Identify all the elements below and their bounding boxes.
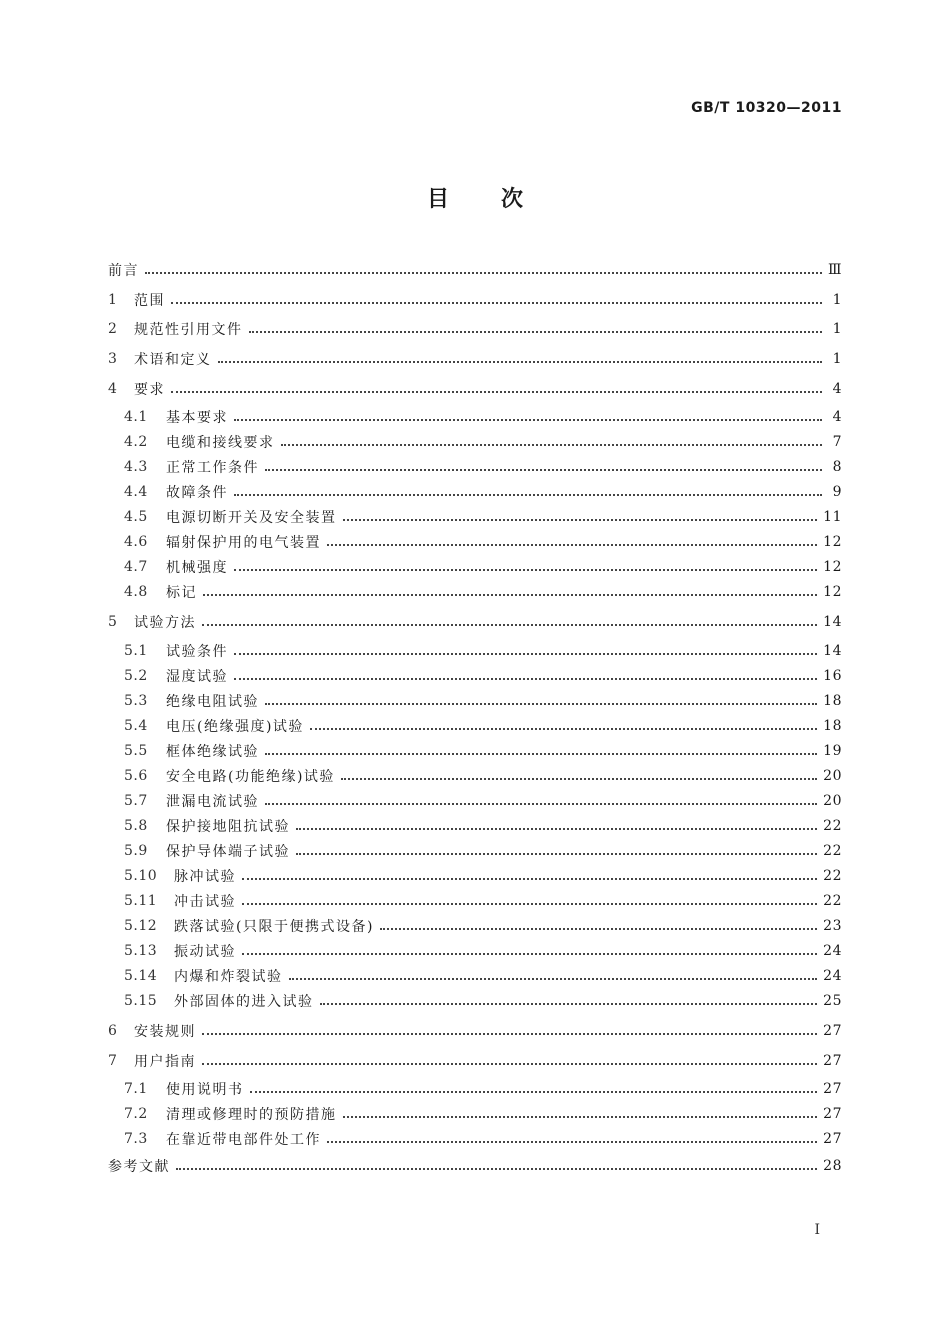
toc-leader-dots (234, 677, 817, 680)
toc-leader-dots (265, 752, 817, 755)
toc-entry[interactable] (108, 288, 842, 312)
toc-entry-number: 5.10 (124, 868, 158, 884)
toc-entry-page: 14 (823, 643, 842, 659)
toc-entry-number: 5.4 (124, 718, 148, 734)
toc-entry-page: 1 (832, 351, 842, 367)
toc-leader-dots (202, 1062, 817, 1065)
toc-entry-number: 5.11 (124, 893, 158, 909)
toc-entry[interactable] (124, 455, 842, 479)
toc-entry-page: 11 (823, 509, 842, 525)
toc-entry-number: 2 (108, 321, 118, 337)
toc-entry-page: 23 (823, 918, 842, 934)
toc-entry-page: 18 (823, 693, 842, 709)
toc-entry-number: 4.3 (124, 459, 148, 475)
toc-entry[interactable] (124, 430, 842, 454)
toc-leader-dots (289, 977, 818, 980)
toc-entry[interactable] (124, 764, 842, 788)
toc-leader-dots (234, 568, 817, 571)
toc-leader-dots (310, 727, 817, 730)
toc-entry-label: 电源切断开关及安全装置 (166, 510, 337, 526)
toc-leader-dots (242, 877, 817, 880)
toc-leader-dots (320, 1002, 818, 1005)
toc-entry-number: 5.14 (124, 968, 158, 984)
toc-entry-number: 3 (108, 351, 118, 367)
toc-leader-dots (250, 1090, 818, 1093)
toc-entry-number: 5.15 (124, 993, 158, 1009)
page-title (0, 182, 950, 213)
toc-entry-page: 20 (823, 768, 842, 784)
toc-leader-dots (242, 902, 817, 905)
toc-entry-label: 振动试验 (174, 944, 236, 960)
toc-entry-page: 9 (832, 484, 842, 500)
toc-entry[interactable] (124, 1077, 842, 1101)
toc-entry[interactable] (124, 664, 842, 688)
toc-entry[interactable] (124, 914, 842, 938)
toc-entry-label: 保护接地阻抗试验 (166, 819, 290, 835)
toc-leader-dots (176, 1167, 817, 1170)
toc-entry-page: 24 (823, 968, 842, 984)
toc-entry-page: 14 (823, 614, 842, 630)
toc-entry-number: 5.8 (124, 818, 148, 834)
toc-entry-number: 6 (108, 1023, 118, 1039)
toc-entry-label: 冲击试验 (174, 894, 236, 910)
toc-entry-label: 要求 (134, 382, 165, 398)
toc-entry-page: 12 (823, 534, 842, 550)
toc-entry[interactable] (108, 1049, 842, 1073)
toc-entry[interactable] (124, 1102, 842, 1126)
toc-entry-label: 标记 (166, 585, 197, 601)
toc-entry[interactable] (124, 789, 842, 813)
toc-entry-number: 5.12 (124, 918, 158, 934)
toc-leader-dots (202, 1032, 817, 1035)
toc-entry-page: 18 (823, 718, 842, 734)
toc-entry[interactable] (124, 480, 842, 504)
toc-entry-number: 5.13 (124, 943, 158, 959)
toc-entry-page: 27 (823, 1023, 842, 1039)
toc-leader-dots (296, 827, 817, 830)
toc-entry-label: 基本要求 (166, 410, 228, 426)
toc-entry[interactable] (108, 377, 842, 401)
toc-leader-dots (202, 623, 817, 626)
toc-entry-page: 8 (832, 459, 842, 475)
toc-entry-page: 12 (823, 559, 842, 575)
toc-entry-page: 27 (823, 1106, 842, 1122)
toc-entry-number: 5.1 (124, 643, 148, 659)
toc-entry[interactable] (108, 347, 842, 371)
toc-leader-dots (145, 271, 822, 274)
toc-entry-page: 25 (823, 993, 842, 1009)
toc-entry[interactable] (108, 258, 842, 282)
toc-leader-dots (265, 702, 817, 705)
toc-leader-dots (249, 330, 823, 333)
toc-entry-number: 5 (108, 614, 118, 630)
toc-leader-dots (242, 952, 817, 955)
toc-entry-number: 5.5 (124, 743, 148, 759)
toc-leader-dots (171, 390, 822, 393)
toc-entry-number: 4.8 (124, 584, 148, 600)
toc-entry-label: 清理或修理时的预防措施 (166, 1107, 337, 1123)
toc-entry-page: 22 (823, 893, 842, 909)
toc-entry-label: 试验条件 (166, 644, 228, 660)
toc-entry-label: 范围 (134, 293, 165, 309)
toc-entry-page: 1 (832, 292, 842, 308)
toc-entry[interactable] (124, 580, 842, 604)
toc-leader-dots (327, 1140, 817, 1143)
toc-entry-page: 7 (832, 434, 842, 450)
toc-entry-number: 7.1 (124, 1081, 148, 1097)
toc-entry-label: 内爆和炸裂试验 (174, 969, 283, 985)
toc-entry-label: 辐射保护用的电气装置 (166, 535, 321, 551)
toc-entry-page: Ⅲ (827, 262, 842, 278)
standard-code: GB/T 10320—2011 (691, 100, 842, 116)
toc-leader-dots (327, 543, 817, 546)
toc-entry-number: 5.7 (124, 793, 148, 809)
toc-entry-label: 电压(绝缘强度)试验 (166, 719, 304, 735)
toc-leader-dots (203, 593, 817, 596)
toc-entry-number: 4.2 (124, 434, 148, 450)
toc-entry-page: 16 (823, 668, 842, 684)
toc-leader-dots (343, 518, 818, 521)
toc-leader-dots (341, 777, 817, 780)
toc-entry-number: 7.2 (124, 1106, 148, 1122)
toc-entry-page: 27 (823, 1081, 842, 1097)
toc-entry[interactable] (124, 989, 842, 1013)
toc-leader-dots (234, 493, 822, 496)
toc-leader-dots (218, 360, 823, 363)
toc-leader-dots (343, 1115, 818, 1118)
toc-entry-label: 术语和定义 (134, 352, 212, 368)
toc-entry-page: 4 (832, 381, 842, 397)
toc-entry[interactable] (124, 689, 842, 713)
toc-entry-label: 故障条件 (166, 485, 228, 501)
toc-entry[interactable] (124, 714, 842, 738)
title-char-1: 目 (426, 186, 449, 212)
toc-leader-dots (380, 927, 817, 930)
toc-entry-page: 1 (832, 321, 842, 337)
toc-entry[interactable] (124, 530, 842, 554)
toc-leader-dots (265, 468, 822, 471)
toc-entry-label: 电缆和接线要求 (166, 435, 275, 451)
toc-entry[interactable] (124, 964, 842, 988)
toc-entry-page: 28 (823, 1158, 842, 1174)
toc-entry-label: 外部固体的进入试验 (174, 994, 314, 1010)
toc-entry-number: 4.6 (124, 534, 148, 550)
toc-entry-label: 湿度试验 (166, 669, 228, 685)
toc-entry-number: 7 (108, 1053, 118, 1069)
title-char-2: 次 (501, 186, 524, 212)
toc-entry-label: 泄漏电流试验 (166, 794, 259, 810)
toc-leader-dots (281, 443, 823, 446)
toc-entry-page: 20 (823, 793, 842, 809)
toc-entry[interactable] (124, 839, 842, 863)
toc-entry[interactable] (124, 814, 842, 838)
toc-entry-label: 安全电路(功能绝缘)试验 (166, 769, 335, 785)
toc-entry-label: 使用说明书 (166, 1082, 244, 1098)
toc-entry-number: 5.9 (124, 843, 148, 859)
toc-entry-number: 4.5 (124, 509, 148, 525)
toc-entry[interactable] (124, 739, 842, 763)
toc-entry-page: 22 (823, 868, 842, 884)
toc-leader-dots (234, 652, 817, 655)
toc-entry-label: 安装规则 (134, 1024, 196, 1040)
toc-entry[interactable] (108, 1019, 842, 1043)
toc-entry-number: 5.3 (124, 693, 148, 709)
toc-entry-page: 19 (823, 743, 842, 759)
toc-entry-number: 7.3 (124, 1131, 148, 1147)
toc-entry[interactable] (124, 889, 842, 913)
toc-entry-label: 参考文献 (108, 1159, 170, 1175)
toc-entry-number: 1 (108, 292, 118, 308)
toc-entry-label: 保护导体端子试验 (166, 844, 290, 860)
toc-entry-number: 4.7 (124, 559, 148, 575)
toc-entry-label: 框体绝缘试验 (166, 744, 259, 760)
toc-entry[interactable] (124, 505, 842, 529)
toc-entry-page: 27 (823, 1053, 842, 1069)
toc-entry-number: 5.6 (124, 768, 148, 784)
toc-entry-page: 24 (823, 943, 842, 959)
toc-entry-page: 12 (823, 584, 842, 600)
toc-entry[interactable] (124, 639, 842, 663)
toc-entry-label: 规范性引用文件 (134, 322, 243, 338)
toc-entry-label: 在靠近带电部件处工作 (166, 1132, 321, 1148)
toc-entry-number: 5.2 (124, 668, 148, 684)
toc-entry-number: 4.1 (124, 409, 148, 425)
toc-entry[interactable] (124, 405, 842, 429)
toc-entry-page: 27 (823, 1131, 842, 1147)
toc-entry-label: 脉冲试验 (174, 869, 236, 885)
toc-entry-label: 用户指南 (134, 1054, 196, 1070)
toc-entry[interactable] (108, 610, 842, 634)
toc-entry-number: 4 (108, 381, 118, 397)
toc-entry-label: 机械强度 (166, 560, 228, 576)
toc-entry-label: 正常工作条件 (166, 460, 259, 476)
toc-leader-dots (234, 418, 822, 421)
page-number: I (814, 1222, 820, 1238)
toc-entry-label: 试验方法 (134, 615, 196, 631)
toc-entry[interactable] (124, 1127, 842, 1151)
toc-entry[interactable] (108, 1154, 842, 1178)
toc-entry[interactable] (108, 317, 842, 341)
toc-entry[interactable] (124, 939, 842, 963)
toc-leader-dots (171, 301, 822, 304)
toc-entry-label: 前言 (108, 263, 139, 279)
toc-entry[interactable] (124, 555, 842, 579)
toc-leader-dots (265, 802, 817, 805)
toc-entry-page: 22 (823, 843, 842, 859)
toc-entry-page: 4 (832, 409, 842, 425)
toc-entry-label: 跌落试验(只限于便携式设备) (174, 919, 374, 935)
toc-entry-label: 绝缘电阻试验 (166, 694, 259, 710)
toc-entry[interactable] (124, 864, 842, 888)
toc-leader-dots (296, 852, 817, 855)
toc-entry-page: 22 (823, 818, 842, 834)
toc-entry-number: 4.4 (124, 484, 148, 500)
